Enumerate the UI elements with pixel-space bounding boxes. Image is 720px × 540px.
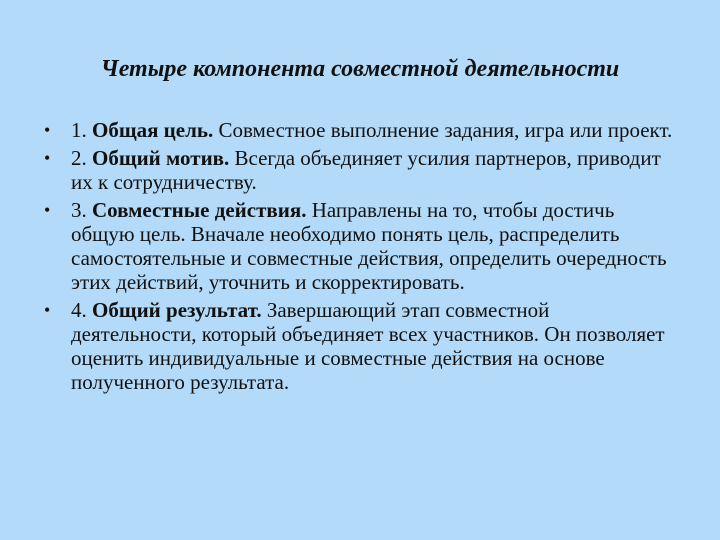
list-item <box>40 198 680 294</box>
list-item <box>40 298 680 394</box>
bullet-icon: • <box>44 148 51 168</box>
bullet-icon: • <box>44 300 51 320</box>
bullet-icon: • <box>44 120 51 140</box>
item-label: Совместные действия. <box>92 198 307 222</box>
item-number: 2. <box>71 146 87 170</box>
item-text: Завершающий этап совместной деятельности, который объединяет всех участников. Он позволяет оценить индивидуальные и совместные действия на основе полученного результата. <box>71 298 665 394</box>
item-text: Направлены на то, чтобы достичь общую цель. Вначале необходимо понять цель, распределить самостоятельные и совместные действия, определить очередность этих действий, уточнить и скорректировать. <box>71 198 667 294</box>
list-item <box>40 118 680 142</box>
list-item <box>40 146 680 194</box>
slide-title: Четыре компонента совместной деятельности <box>100 56 620 82</box>
item-text: Совместное выполнение задания, игра или проект. <box>218 118 673 142</box>
item-label: Общий мотив. <box>92 146 230 170</box>
item-label: Общий результат. <box>92 298 262 322</box>
item-text: Всегда объединяет усилия партнеров, приводит их к сотрудничеству. <box>71 146 661 194</box>
item-label: Общая цель. <box>92 118 214 142</box>
bullet-list <box>40 118 680 398</box>
item-number: 3. <box>71 198 87 222</box>
bullet-icon: • <box>44 200 51 220</box>
item-number: 4. <box>71 298 87 322</box>
item-number: 1. <box>71 118 87 142</box>
